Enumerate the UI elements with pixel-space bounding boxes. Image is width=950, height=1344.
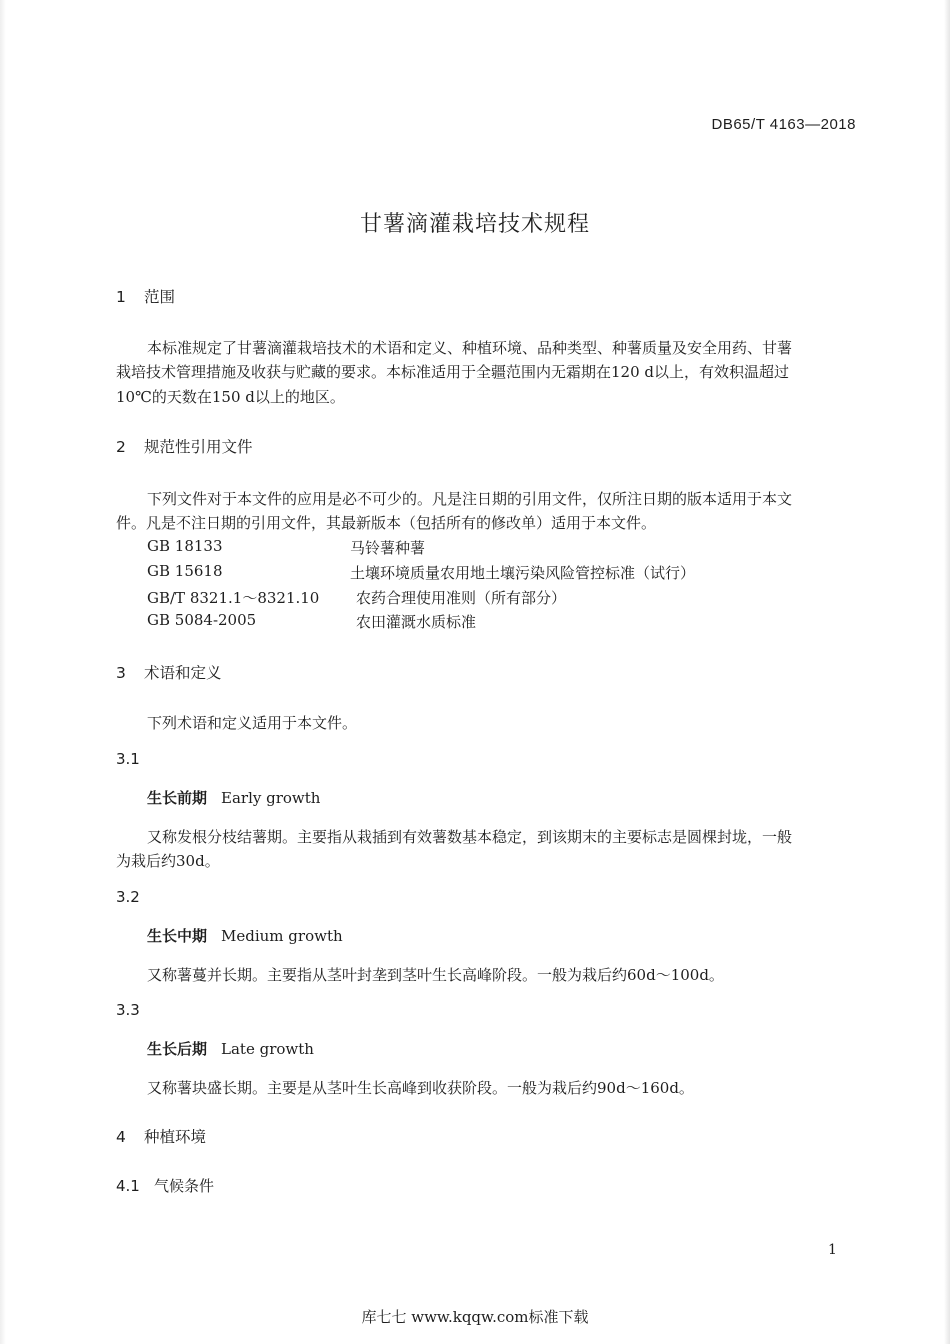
document-code: DB65/T 4163—2018 [711, 116, 856, 133]
section-1-para-line: 本标准规定了甘薯滴灌栽培技术的术语和定义、种植环境、品种类型、种薯质量及安全用药、甘薯 [147, 339, 793, 357]
scan-edge-right [944, 0, 950, 1344]
term-english: Early growth [221, 789, 321, 807]
term-number: 3.2 [116, 888, 140, 906]
term-definition-line: 又称薯蔓并长期。主要指从茎叶封垄到茎叶生长高峰阶段。一般为栽后约60d～100d。 [147, 966, 724, 984]
section-number: 3 [116, 664, 126, 682]
subsection-number: 4.1 [116, 1177, 140, 1195]
reference-code: GB/T 8321.1～8321.10 [147, 589, 320, 607]
section-2-heading [116, 435, 253, 457]
reference-code: GB 18133 [147, 537, 223, 555]
section-1-para-line: 10℃的天数在150 d以上的地区。 [116, 388, 345, 406]
term-definition-line: 又称发根分枝结薯期。主要指从栽插到有效薯数基本稳定，到该期末的主要标志是圆棵封垅，一般 [147, 828, 793, 846]
section-3-heading [116, 661, 222, 683]
term-entry [147, 1038, 314, 1059]
reference-title: 土壤环境质量农用地土壤污染风险管控标准（试行） [350, 564, 696, 582]
footer-source: 库七七 www.kqqw.com标准下载 [361, 1308, 589, 1326]
section-1-para-line: 栽培技术管理措施及收获与贮藏的要求。本标准适用于全疆范围内无霜期在120 d以上，有效积温超过 [116, 363, 790, 381]
reference-title: 农田灌溉水质标准 [356, 613, 477, 631]
section-title: 规范性引用文件 [144, 438, 253, 456]
section-title: 术语和定义 [144, 664, 222, 682]
section-number: 1 [116, 288, 126, 306]
section-number: 2 [116, 438, 126, 456]
reference-title: 马铃薯种薯 [350, 539, 426, 557]
subsection-4-1-heading [116, 1175, 214, 1196]
term-chinese: 生长后期 [147, 1040, 208, 1058]
term-number: 3.3 [116, 1001, 140, 1019]
page-number: 1 [828, 1242, 837, 1258]
reference-title: 农药合理使用准则（所有部分） [356, 589, 567, 607]
term-chinese: 生长中期 [147, 927, 208, 945]
term-definition-line: 为栽后约30d。 [116, 852, 220, 870]
section-4-heading [116, 1125, 206, 1147]
term-definition-line: 又称薯块盛长期。主要是从茎叶生长高峰到收获阶段。一般为栽后约90d～160d。 [147, 1079, 694, 1097]
term-number: 3.1 [116, 750, 140, 768]
term-entry [147, 787, 320, 808]
page-title: 甘薯滴灌栽培技术规程 [359, 212, 590, 237]
section-number: 4 [116, 1128, 126, 1146]
reference-code: GB 5084-2005 [147, 611, 257, 629]
reference-code: GB 15618 [147, 562, 223, 580]
section-title: 种植环境 [144, 1128, 207, 1146]
section-3-intro: 下列术语和定义适用于本文件。 [147, 714, 358, 732]
term-english: Late growth [221, 1040, 314, 1058]
term-chinese: 生长前期 [147, 789, 208, 807]
subsection-title: 气候条件 [154, 1177, 215, 1195]
section-title: 范围 [144, 288, 176, 306]
term-english: Medium growth [221, 927, 343, 945]
section-2-intro-line: 下列文件对于本文件的应用是必不可少的。凡是注日期的引用文件，仅所注日期的版本适用于本文 [147, 490, 793, 508]
section-2-intro-line: 件。凡是不注日期的引用文件，其最新版本（包括所有的修改单）适用于本文件。 [116, 514, 657, 532]
scan-edge-left [0, 0, 6, 1344]
term-entry [147, 925, 343, 946]
section-1-heading [116, 285, 175, 307]
